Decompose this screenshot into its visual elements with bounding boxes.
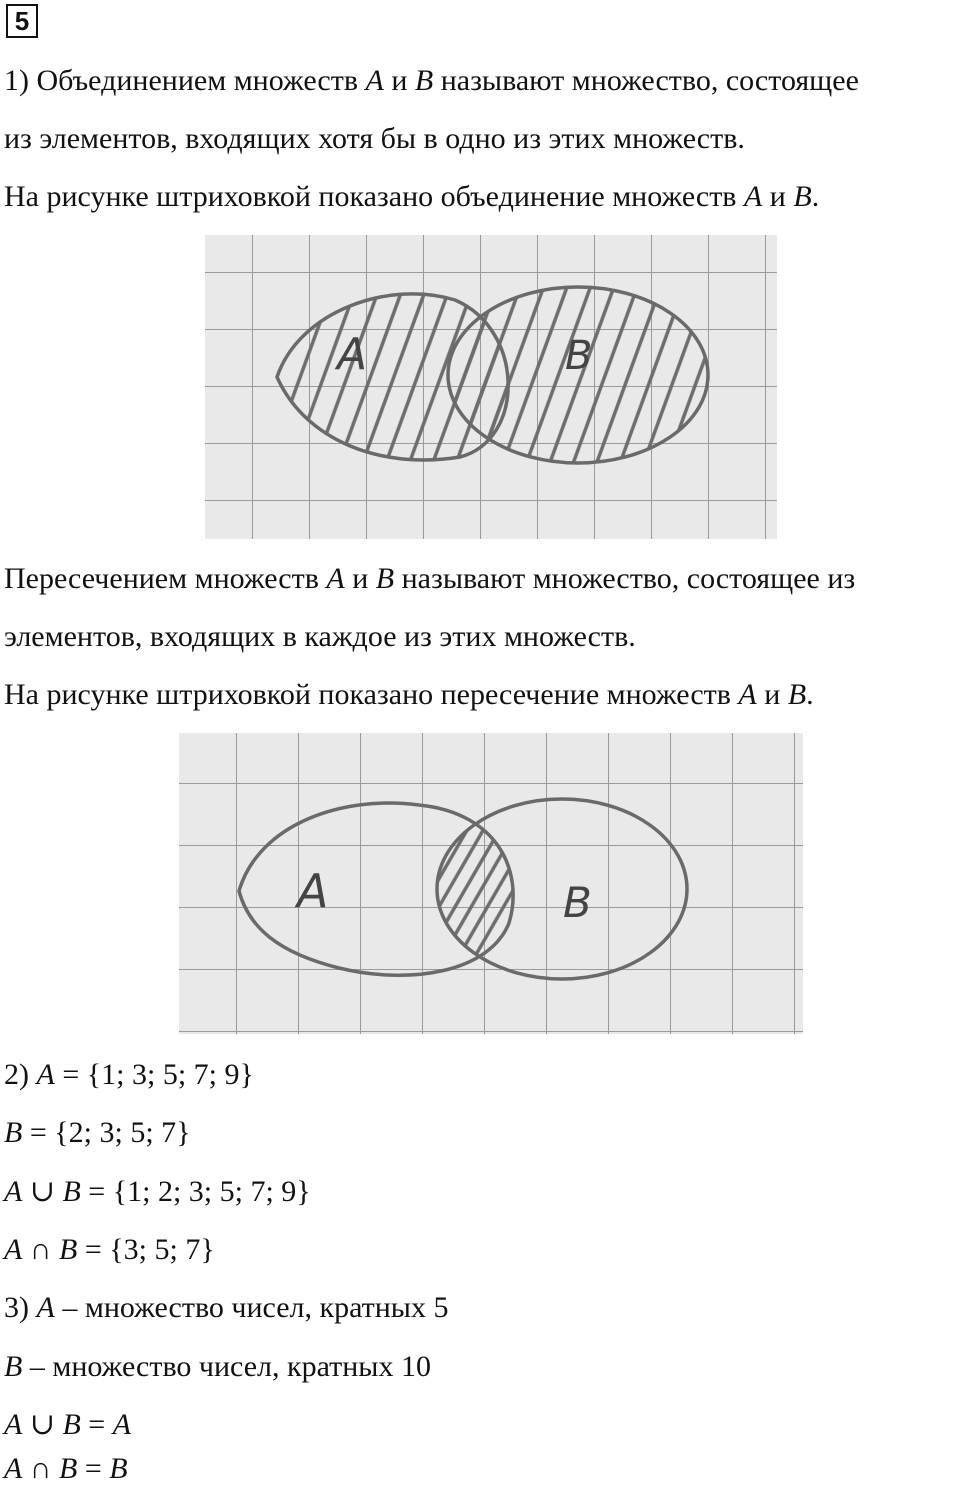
intersection-figure-caption: На рисунке штриховкой показано пересечение множеств A и B. bbox=[4, 678, 814, 711]
multiples-of-10-line: B – множество чисел, кратных 10 bbox=[4, 1350, 431, 1383]
part3-intersection-result: A ∩ B = B bbox=[4, 1452, 128, 1485]
intersection-definition-line-2: элементов, входящих в каждое из этих множеств. bbox=[4, 620, 636, 653]
part3-union-result: A ∪ B = A bbox=[4, 1408, 132, 1441]
union-figure-caption: На рисунке штриховкой показано объединение множеств A и B. bbox=[4, 180, 820, 213]
intersection-definition-line-1: Пересечением множеств A и B называют множество, состоящее из bbox=[4, 562, 856, 595]
union-label-b: B bbox=[565, 333, 593, 379]
multiples-of-5-line: 3) A – множество чисел, кратных 5 bbox=[4, 1291, 449, 1324]
intersection-result: A ∩ B = {3; 5; 7} bbox=[4, 1233, 215, 1266]
intersection-label-a: A bbox=[297, 864, 329, 918]
set-a-definition: 2) A = {1; 3; 5; 7; 9} bbox=[4, 1058, 254, 1091]
set-b-definition: B = {2; 3; 5; 7} bbox=[4, 1116, 191, 1149]
union-definition-line-2: из элементов, входящих хотя бы в одно из этих множеств. bbox=[4, 122, 745, 155]
union-definition-line-1: 1) Объединением множеств A и B называют множество, состоящее bbox=[4, 64, 859, 97]
task-number-badge: 5 bbox=[6, 4, 38, 38]
union-venn-diagram bbox=[205, 235, 777, 539]
intersection-label-b: B bbox=[563, 878, 592, 927]
union-label-a: A bbox=[337, 329, 368, 380]
intersection-venn-diagram bbox=[179, 733, 803, 1034]
union-result: A ∪ B = {1; 2; 3; 5; 7; 9} bbox=[4, 1175, 311, 1208]
